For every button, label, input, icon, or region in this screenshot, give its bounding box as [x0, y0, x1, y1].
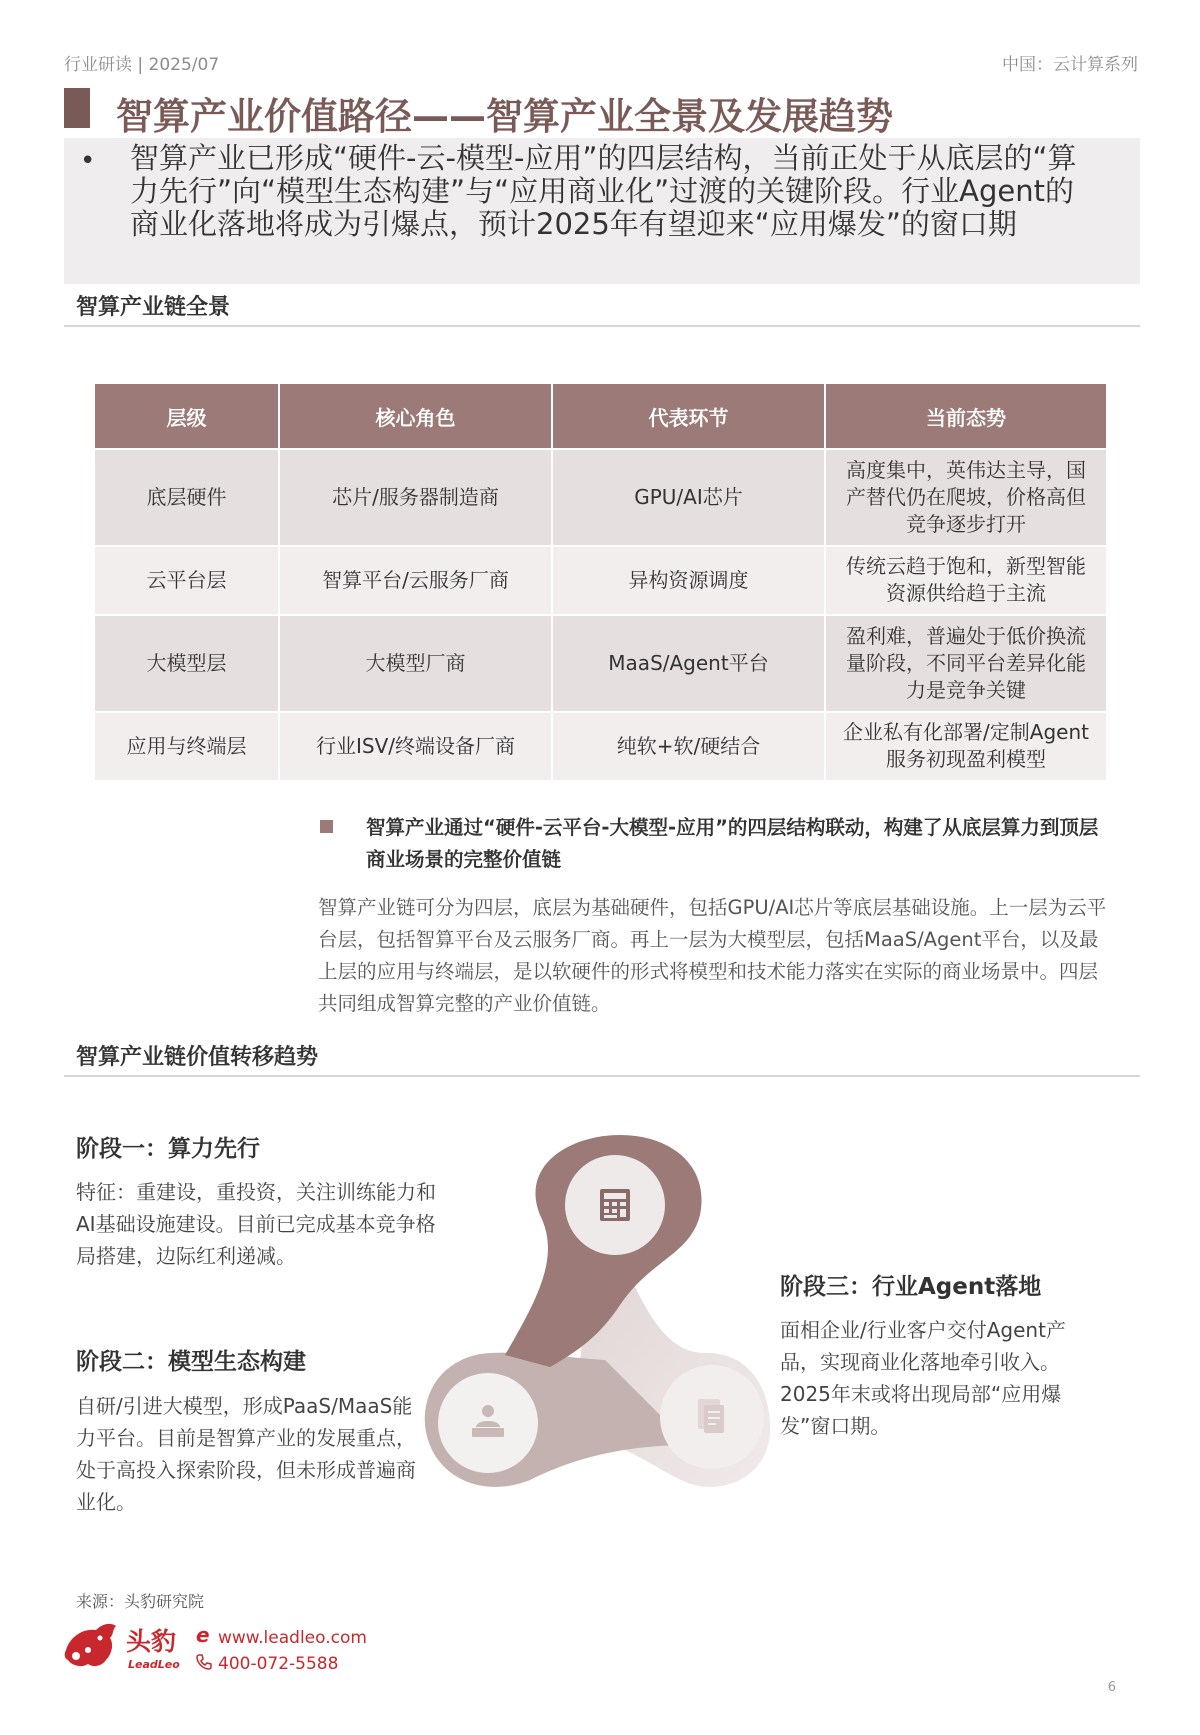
- table-cell: GPU/AI芯片: [552, 449, 825, 546]
- table-cell: 行业ISV/终端设备厂商: [279, 712, 552, 781]
- table-cell: MaaS/Agent平台: [552, 615, 825, 712]
- page-title: 智算产业价值路径——智算产业全景及发展趋势: [116, 95, 893, 138]
- three-stage-diagram: [420, 1135, 820, 1505]
- table-header-cell: 层级: [94, 383, 279, 449]
- table-cell: 异构资源调度: [552, 546, 825, 615]
- table-cell: 大模型层: [94, 615, 279, 712]
- stage-two-text: 自研/引进大模型，形成PaaS/MaaS能力平台。目前是智算产业的发展重点，处于高投入探索阶段，但未形成普遍商业化。: [76, 1394, 416, 1514]
- table-cell: 大模型厂商: [279, 615, 552, 712]
- header-series-label: 中国：云计算系列: [1002, 55, 1138, 75]
- page-number: 6: [1107, 1680, 1116, 1695]
- section-divider: [64, 1075, 1140, 1077]
- header-report-label: 行业研读 | 2025/07: [64, 55, 220, 75]
- table-row: [94, 615, 1107, 712]
- website-link[interactable]: www.leadleo.com: [218, 1628, 367, 1648]
- stage-three-title: 阶段三：行业Agent落地: [780, 1274, 1042, 1300]
- summary-bullet: •: [80, 146, 96, 176]
- section-divider: [64, 325, 1140, 327]
- note-heading: 智算产业通过“硬件-云平台-大模型-应用”的四层结构联动，构建了从底层算力到顶层商业场景的完整价值链: [366, 816, 1099, 871]
- table-header-cell: 核心角色: [279, 383, 552, 449]
- table-header-cell: 代表环节: [552, 383, 825, 449]
- stage-two-title: 阶段二：模型生态构建: [76, 1349, 306, 1375]
- table-cell: 芯片/服务器制造商: [279, 449, 552, 546]
- summary-text: 智算产业已形成“硬件-云-模型-应用”的四层结构，当前正处于从底层的“算力先行”向“模型生态构建”与“应用商业化”过渡的关键阶段。行业Agent的商业化落地将成为引爆点，预计2025年有望迎来“应用爆发”的窗口期: [130, 141, 1077, 241]
- phone-icon: [194, 1652, 214, 1672]
- table-cell: 智算平台/云服务厂商: [279, 546, 552, 615]
- table-cell: 传统云趋于饱和，新型智能资源供给趋于主流: [825, 546, 1107, 615]
- table-header-row: [94, 383, 1107, 449]
- stage-three-text: 面相企业/行业客户交付Agent产品，实现商业化落地牵引收入。2025年末或将出现局部“应用爆发”窗口期。: [780, 1318, 1066, 1438]
- table-row: [94, 712, 1107, 781]
- section-title-value-transfer: 智算产业链价值转移趋势: [76, 1045, 319, 1070]
- industry-chain-table: [93, 382, 1108, 782]
- svg-text:e: e: [196, 1624, 210, 1646]
- table-cell: 纯软+软/硬结合: [552, 712, 825, 781]
- table-cell: 底层硬件: [94, 449, 279, 546]
- calculator-icon: [600, 1189, 630, 1221]
- logo-chinese-name: 头豹: [126, 1627, 177, 1656]
- table-header-cell: 当前态势: [825, 383, 1107, 449]
- table-row: [94, 546, 1107, 615]
- table-cell: 高度集中，英伟达主导，国产替代仍在爬坡，价格高但竞争逐步打开: [825, 449, 1107, 546]
- table-cell: 盈利难，普遍处于低价换流量阶段，不同平台差异化能力是竞争关键: [825, 615, 1107, 712]
- table-cell: 企业私有化部署/定制Agent服务初现盈利模型: [825, 712, 1107, 781]
- section-title-industry-chain: 智算产业链全景: [76, 295, 231, 320]
- stage-one-text: 特征：重建设，重投资，关注训练能力和AI基础设施建设。目前已完成基本竞争格局搭建，边际红利递减。: [76, 1180, 436, 1268]
- phone-number: 400-072-5588: [218, 1654, 339, 1674]
- source-note: 来源：头豹研究院: [76, 1592, 205, 1611]
- note-bullet-square: [320, 820, 333, 833]
- table-cell: 云平台层: [94, 546, 279, 615]
- web-e-icon: [194, 1624, 216, 1646]
- logo-english-name: LeadLeo: [128, 1658, 180, 1671]
- stage-one-title: 阶段一：算力先行: [76, 1136, 260, 1162]
- title-accent-bar: [64, 88, 90, 128]
- leopard-logo-icon: [62, 1620, 118, 1670]
- note-body: 智算产业链可分为四层，底层为基础硬件，包括GPU/AI芯片等底层基础设施。上一层为云平台层，包括智算平台及云服务厂商。再上一层为大模型层，包括MaaS/Agent平台，以及最上层的应用与终端层，是以软硬件的形式将模型和技术能力落实在实际的商业场景中。四层共同组成智算完整的产业价值链。: [318, 896, 1107, 1015]
- table-row: [94, 449, 1107, 546]
- table-cell: 应用与终端层: [94, 712, 279, 781]
